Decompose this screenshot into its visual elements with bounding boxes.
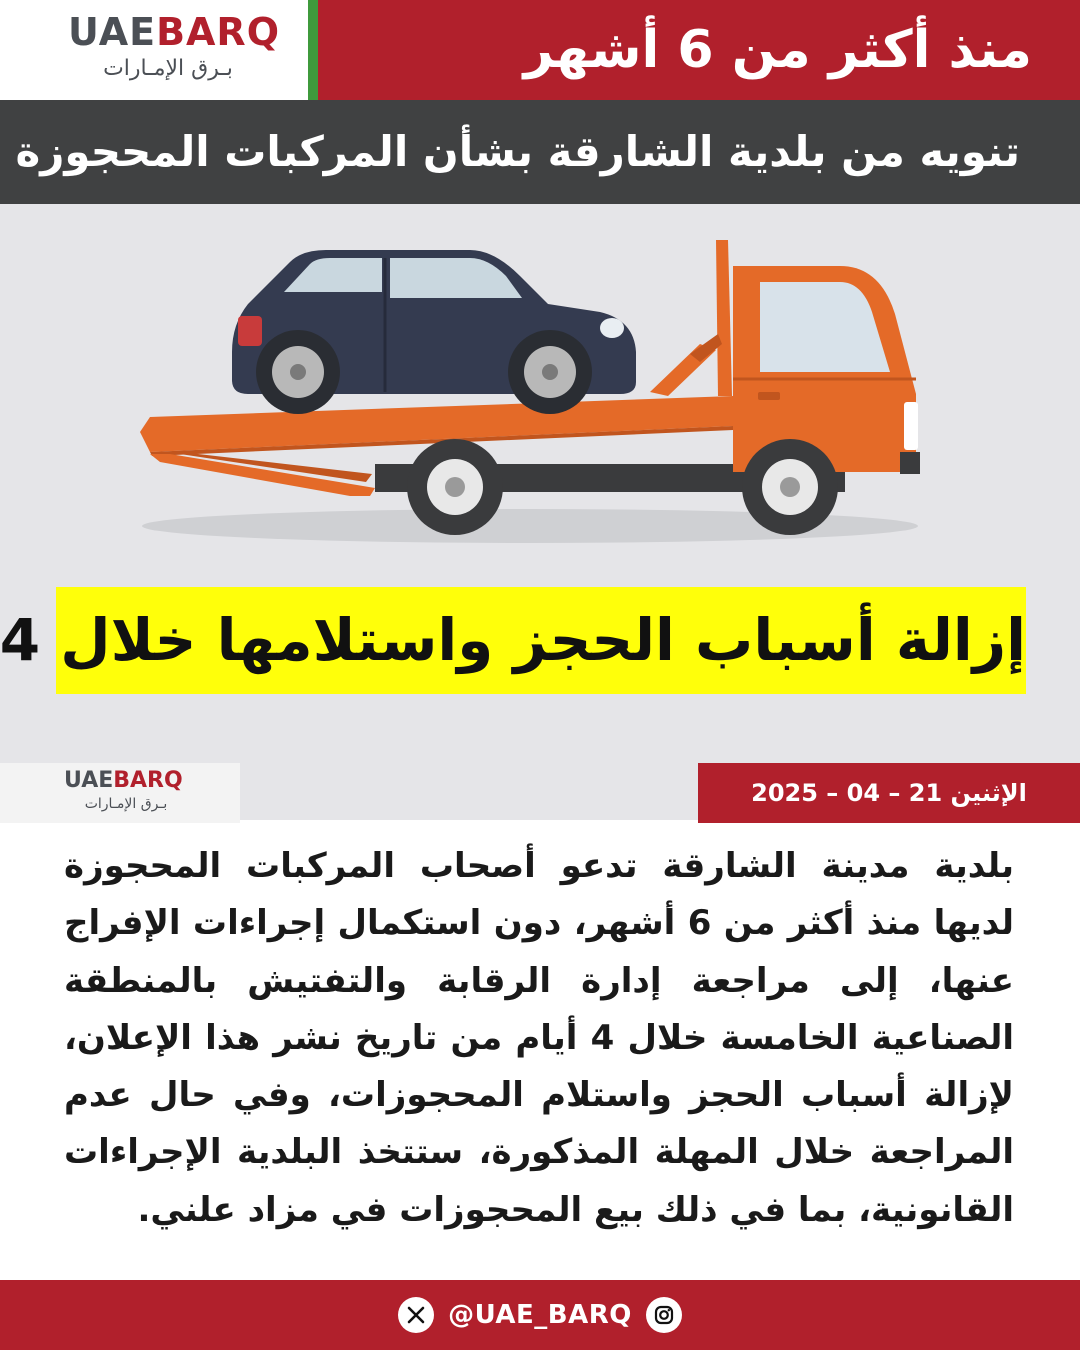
brand-logo-small [0,763,240,823]
logo-arabic-text: بـرق الإمـارات [84,796,168,812]
social-links [0,1280,1080,1350]
subtitle: تنويه من بلدية الشارقة بشأن المركبات المحجوزة [15,127,1020,176]
truck-rear-wheel [407,439,503,535]
x-icon[interactable] [398,1297,434,1333]
logo-uae-text: UAE [68,10,157,54]
logo-arabic-text: بـرق الإمـارات [103,56,233,81]
logo-barq-text: BARQ [156,10,280,54]
tow-arm [716,240,732,396]
headlight [904,402,918,450]
highlight-text: إزالة أسباب الحجز واستلامها خلال 4 [0,606,1026,674]
truck-front-wheel [742,439,838,535]
headline: منذ أكثر من 6 أشهر [523,20,1032,80]
tow-truck-illustration [0,204,1080,594]
instagram-icon[interactable] [646,1297,682,1333]
car-headlight [600,318,624,338]
logo-barq-text: BARQ [113,768,183,793]
car-front-wheel [508,330,592,414]
logo-uae-text: UAE [64,768,114,793]
date-text: الإثنين 21 – 04 – 2025 [751,779,1027,807]
car-rear-wheel [256,330,340,414]
article-body: بلدية مدينة الشارقة تدعو أصحاب المركبات المحجوزة لديها منذ أكثر من 6 أشهر، دون استكمال إجراءات الإفراج عنها، إلى مراجعة إدارة الرقابة والتفتيش بالمنطقة الصناعية الخامسة خلال 4 أيام من تاريخ نشر هذا الإعلان، لإزالة أسباب الحجز واستلام المحجوزات، وفي حال عدم المراجعة خلال المهلة المذكورة، ستتخذ البلدية الإجراءات القانونية، بما في ذلك بيع المحجوزات في مزاد علني. [64,846,1014,1230]
social-handle[interactable]: @UAE_BARQ [448,1300,632,1330]
car-taillight [238,316,262,346]
green-stripe [308,0,318,100]
brand-logo [0,0,308,100]
